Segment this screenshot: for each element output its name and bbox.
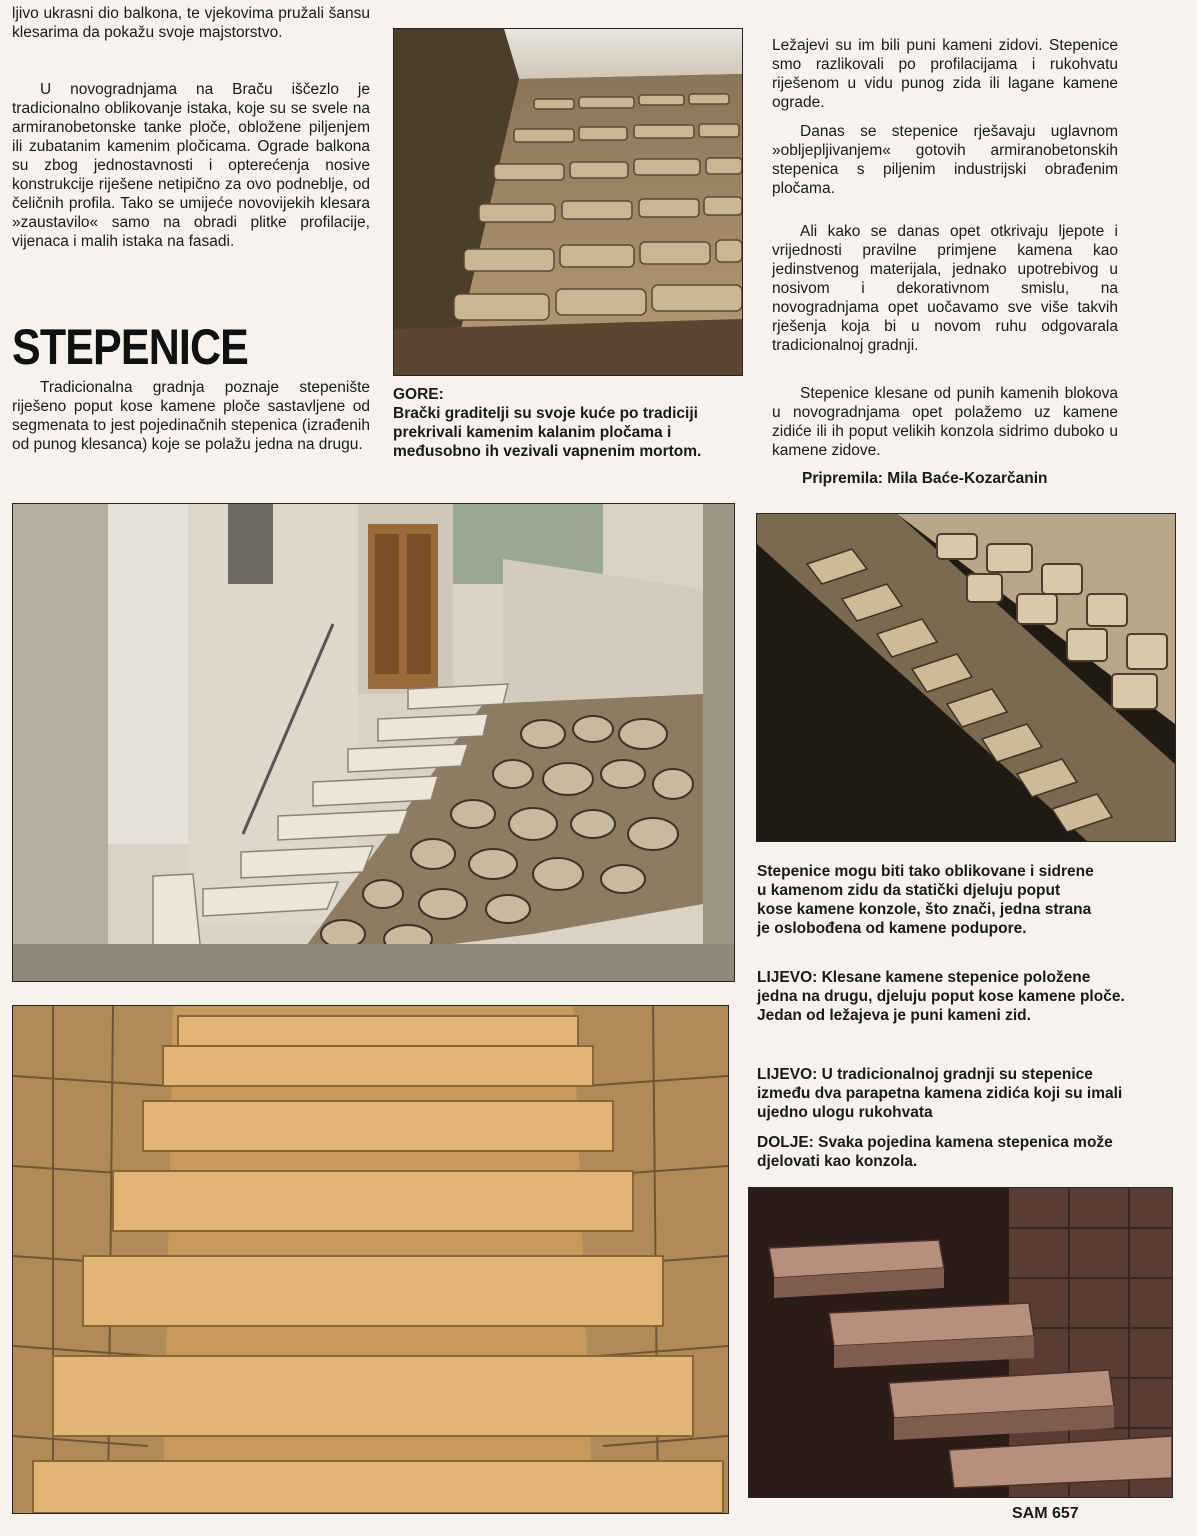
right-paragraph-4	[772, 384, 1118, 460]
stairs-between-walls-photo	[12, 1005, 729, 1514]
intro-paragraph-2-text: U novogradnjama na Braču iščezlo je tradicionalno oblikovanje istaka, koje su se svele na armiranobetonske tanke ploče, obložene piljenjem ili zubatanim kamenim pločicama. Ograde balkona su zbog jednostavnosti i opterećenja nosive konstrukcije riješene netipično za ovo podneblje, od čeličnih profila. Tako se umijeće novovijekih klesara »zaustavilo« samo na obradi plitke profilacije, vijenaca i malih istaka na fasadi.	[12, 81, 370, 250]
stairs-intro-paragraph	[12, 378, 370, 454]
right-paragraph-3	[772, 222, 1118, 355]
caption-right-2-text: Klesane kamene stepenice položene jedna na drugu, djeluju poput kose kamene ploče. Jedan od ležajeva je puni kameni zid.	[757, 969, 1125, 1024]
stairs-intro-text: Tradicionalna gradnja poznaje stepenište riješeno poput kose kamene ploče sastavljene od segmenata to jest pojedinačnih stepenica (izrađenih od punog klesanca) koje se polažu jedna na drugu.	[12, 379, 370, 453]
caption-right-2-label: LIJEVO:	[757, 969, 818, 986]
caption-right-1: Stepenice mogu biti tako oblikovane i sidrene u kamenom zidu da statički djeluju poput kose kamene konzole, što znači, jedna strana je oslobođena od kamene podupore.	[757, 863, 1094, 937]
caption-right-4-label: DOLJE:	[757, 1134, 814, 1151]
page-number: SAM 657	[1012, 1505, 1079, 1522]
caption-right-4-text: Svaka pojedina kamena stepenica može djelovati kao konzola.	[757, 1134, 1113, 1170]
headline: STEPENICE	[12, 319, 248, 375]
caption-right-4	[757, 1133, 1127, 1171]
caption-right-3-text: U tradicionalnoj gradnji su stepenice između dva parapetna kamena zidića koji su imali ujedno ulogu rukohvata	[757, 1066, 1123, 1121]
right-paragraph-3-text: Ali kako se danas opet otkrivaju ljepote i vrijednosti pravilne primjene kamena kao jedinstvenog materijala, jednako upotrebivog u nosivom i dekorativnom smislu, na novogradnjama opet uočavamo sve više takvih rješenja koja bi u novom ruhu odgovarala tradicionalnoj gradnji.	[772, 223, 1118, 354]
right-paragraph-4-text: Stepenice klesane od punih kamenih blokova u novogradnjama opet polažemo uz kamene zidiće ili ih poput velikih konzola sidrimo duboko u kamene zidove.	[772, 385, 1118, 459]
right-paragraph-1: Ležajevi su im bili puni kameni zidovi. Stepenice smo razlikovali po profilacijama i rukohvatu riješenom u vidu punog zida ili lagane kamene ograde.	[772, 37, 1118, 111]
caption-right-2	[757, 968, 1132, 1025]
intro-paragraph-2	[12, 80, 370, 251]
right-paragraph-2	[772, 122, 1118, 198]
caption-top-text: Brački graditelji su svoje kuće po tradiciji prekrivali kamenim kalanim pločama i međusobno ih vezivali vapnenim mortom.	[393, 405, 702, 460]
right-paragraph-2-text: Danas se stepenice rješavaju uglavnom »obljepljivanjem« gotovih armiranobetonskih stepenica s piljenim industrijski obrađenim pločama.	[772, 123, 1118, 197]
cantilever-steps-photo	[748, 1187, 1173, 1498]
caption-right-3	[757, 1065, 1127, 1122]
stairs-stone-wall-photo	[12, 503, 735, 982]
byline: Pripremila: Mila Baće-Kozarčanin	[802, 470, 1048, 487]
intro-paragraph-1: ljivo ukrasni dio balkona, te vjekovima pružali šansu klesarima da pokažu svoje majstorstvo.	[12, 5, 370, 41]
stone-roof-photo	[393, 28, 743, 376]
caption-right-3-label: LIJEVO:	[757, 1066, 818, 1083]
caption-top-label: GORE:	[393, 386, 444, 403]
caption-top	[393, 385, 738, 461]
cantilever-stairs-photo	[756, 513, 1176, 842]
